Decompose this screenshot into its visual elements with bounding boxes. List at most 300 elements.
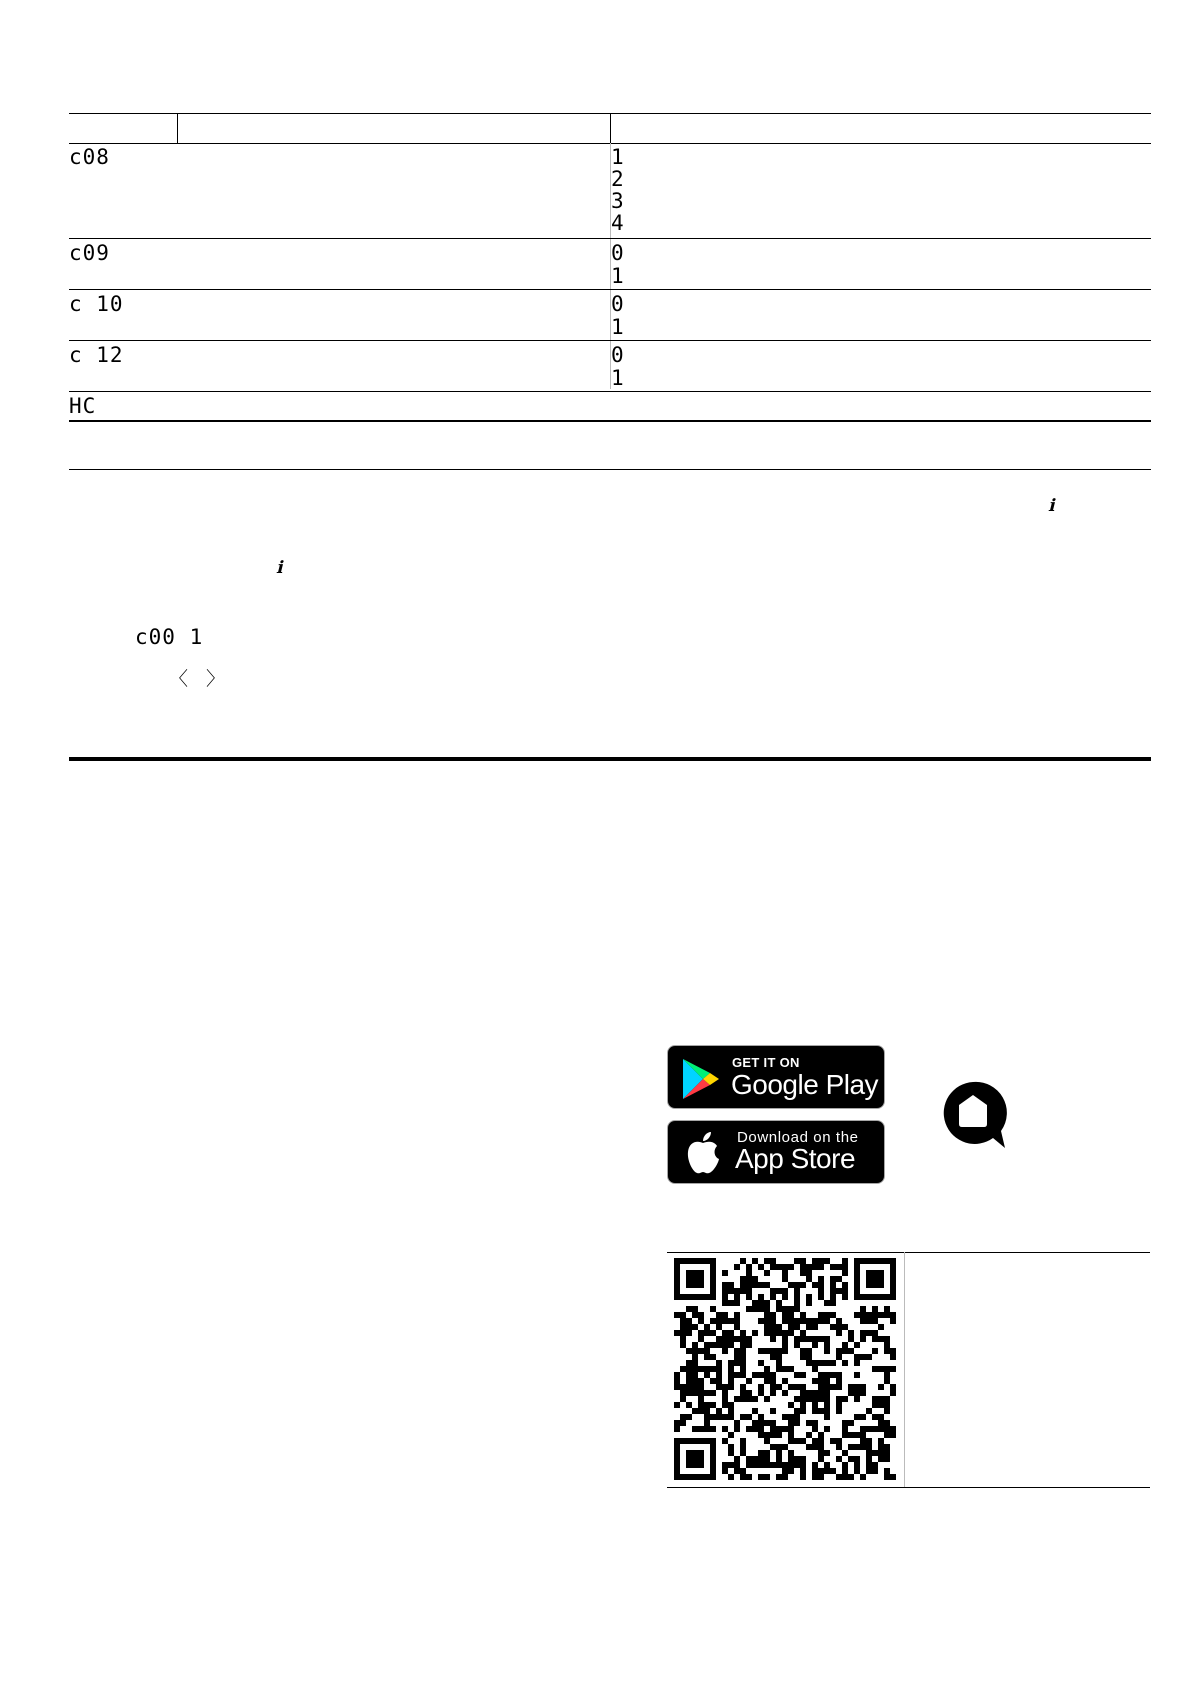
qr-module (824, 1378, 830, 1384)
qr-module (722, 1330, 728, 1336)
qr-module (692, 1438, 698, 1444)
qr-module (782, 1390, 788, 1396)
qr-module (758, 1360, 764, 1366)
qr-module (746, 1456, 752, 1462)
qr-module (794, 1462, 800, 1468)
qr-module (848, 1330, 854, 1336)
qr-module (788, 1414, 794, 1420)
qr-module (722, 1426, 728, 1432)
qr-module (890, 1258, 896, 1264)
qr-module (842, 1294, 848, 1300)
qr-module (692, 1408, 698, 1414)
qr-module (824, 1384, 830, 1390)
qr-module (770, 1462, 776, 1468)
qr-module (758, 1450, 764, 1456)
qr-module (770, 1336, 776, 1342)
qr-module (800, 1348, 806, 1354)
qr-module (878, 1450, 884, 1456)
qr-module (716, 1318, 722, 1324)
qr-module (782, 1378, 788, 1384)
qr-module (728, 1342, 734, 1348)
qr-module (818, 1468, 824, 1474)
qr-module (812, 1318, 818, 1324)
qr-module (806, 1432, 812, 1438)
qr-module (800, 1330, 806, 1336)
qr-module (764, 1372, 770, 1378)
qr-module (686, 1270, 692, 1276)
qr-module (866, 1294, 872, 1300)
qr-module (860, 1330, 866, 1336)
qr-module (674, 1264, 680, 1270)
qr-module (890, 1270, 896, 1276)
qr-module (818, 1276, 824, 1282)
info-icon: ℹ (1048, 496, 1055, 516)
qr-module (788, 1426, 794, 1432)
qr-module (884, 1402, 890, 1408)
qr-module (710, 1318, 716, 1324)
qr-module (836, 1378, 842, 1384)
qr-module (824, 1414, 830, 1420)
qr-module (674, 1270, 680, 1276)
qr-module (860, 1336, 866, 1342)
qr-module (722, 1312, 728, 1318)
qr-module (770, 1378, 776, 1384)
qr-module (842, 1420, 848, 1426)
qr-module (800, 1282, 806, 1288)
qr-module (716, 1342, 722, 1348)
qr-module (836, 1372, 842, 1378)
qr-module (878, 1420, 884, 1426)
qr-module (794, 1438, 800, 1444)
qr-module (872, 1336, 878, 1342)
qr-module (776, 1330, 782, 1336)
qr-module (812, 1474, 818, 1480)
qr-module (728, 1330, 734, 1336)
setting-value: 4 (611, 211, 625, 235)
qr-module (776, 1300, 782, 1306)
qr-module (800, 1312, 806, 1318)
qr-module (758, 1390, 764, 1396)
qr-module (764, 1324, 770, 1330)
qr-module (842, 1324, 848, 1330)
qr-module (686, 1360, 692, 1366)
qr-module (734, 1462, 740, 1468)
qr-module (776, 1426, 782, 1432)
qr-module (860, 1312, 866, 1318)
setting-value: 0 (611, 241, 625, 265)
qr-module (722, 1414, 728, 1420)
qr-module (860, 1438, 866, 1444)
qr-module (674, 1372, 680, 1378)
qr-module (746, 1306, 752, 1312)
qr-module (740, 1342, 746, 1348)
qr-module (812, 1468, 818, 1474)
qr-module (878, 1324, 884, 1330)
qr-module (758, 1474, 764, 1480)
qr-module (878, 1456, 884, 1462)
qr-module (884, 1294, 890, 1300)
qr-module (740, 1468, 746, 1474)
qr-module (806, 1348, 812, 1354)
qr-module (866, 1282, 872, 1288)
qr-module (770, 1294, 776, 1300)
qr-module (734, 1312, 740, 1318)
qr-module (776, 1450, 782, 1456)
qr-module (686, 1390, 692, 1396)
qr-module (692, 1270, 698, 1276)
qr-module (740, 1336, 746, 1342)
qr-module (710, 1276, 716, 1282)
qr-module (674, 1444, 680, 1450)
qr-module (872, 1396, 878, 1402)
qr-module (692, 1348, 698, 1354)
qr-module (812, 1360, 818, 1366)
qr-module (782, 1348, 788, 1354)
qr-module (818, 1384, 824, 1390)
qr-module (704, 1414, 710, 1420)
qr-module (722, 1438, 728, 1444)
setting-code: HC (69, 394, 97, 418)
qr-module (866, 1354, 872, 1360)
qr-module (890, 1264, 896, 1270)
qr-module (692, 1276, 698, 1282)
google-play-badge[interactable] (667, 1045, 885, 1109)
qr-module (758, 1456, 764, 1462)
qr-module (842, 1348, 848, 1354)
qr-module (752, 1426, 758, 1432)
app-store-badge[interactable] (667, 1120, 885, 1184)
qr-module (686, 1306, 692, 1312)
qr-module (770, 1264, 776, 1270)
qr-module (734, 1294, 740, 1300)
qr-module (800, 1396, 806, 1402)
qr-module (836, 1384, 842, 1390)
qr-module (836, 1264, 842, 1270)
qr-module (890, 1354, 896, 1360)
qr-module (704, 1420, 710, 1426)
qr-code[interactable] (674, 1258, 896, 1480)
qr-module (692, 1294, 698, 1300)
qr-module (734, 1300, 740, 1306)
qr-module (890, 1312, 896, 1318)
qr-module (800, 1390, 806, 1396)
qr-module (854, 1312, 860, 1318)
qr-module (758, 1318, 764, 1324)
qr-module (788, 1330, 794, 1336)
qr-module (794, 1258, 800, 1264)
qr-module (806, 1276, 812, 1282)
qr-module (884, 1342, 890, 1348)
qr-module (794, 1324, 800, 1330)
qr-module (848, 1336, 854, 1342)
qr-module (692, 1390, 698, 1396)
qr-module (812, 1378, 818, 1384)
setting-value: 1 (611, 145, 625, 169)
qr-module (824, 1402, 830, 1408)
qr-module (890, 1348, 896, 1354)
qr-module (752, 1258, 758, 1264)
qr-module (674, 1438, 680, 1444)
qr-module (680, 1342, 686, 1348)
qr-module (860, 1444, 866, 1450)
qr-module (710, 1414, 716, 1420)
qr-module (722, 1270, 728, 1276)
qr-module (680, 1366, 686, 1372)
qr-module (746, 1396, 752, 1402)
qr-module (854, 1462, 860, 1468)
qr-module (686, 1384, 692, 1390)
qr-module (746, 1462, 752, 1468)
qr-module (806, 1270, 812, 1276)
qr-module (704, 1402, 710, 1408)
qr-module (806, 1324, 812, 1330)
qr-module (788, 1420, 794, 1426)
qr-module (818, 1390, 824, 1396)
qr-module (890, 1288, 896, 1294)
qr-module (866, 1468, 872, 1474)
setting-value: 1 (611, 264, 625, 288)
qr-module (752, 1408, 758, 1414)
qr-module (722, 1318, 728, 1324)
qr-module (764, 1258, 770, 1264)
qr-module (848, 1420, 854, 1426)
qr-module (728, 1288, 734, 1294)
qr-module (812, 1336, 818, 1342)
qr-module (812, 1438, 818, 1444)
qr-module (740, 1444, 746, 1450)
qr-module (782, 1312, 788, 1318)
qr-module (680, 1330, 686, 1336)
qr-module (680, 1318, 686, 1324)
qr-module (782, 1366, 788, 1372)
qr-module (884, 1444, 890, 1450)
qr-module (824, 1408, 830, 1414)
qr-module (806, 1294, 812, 1300)
qr-module (746, 1474, 752, 1480)
qr-module (890, 1318, 896, 1324)
qr-module (740, 1366, 746, 1372)
qr-module (698, 1282, 704, 1288)
qr-module (740, 1360, 746, 1366)
section-divider-bold (69, 757, 1151, 761)
qr-module (788, 1438, 794, 1444)
qr-module (818, 1450, 824, 1456)
qr-module (800, 1264, 806, 1270)
qr-module (890, 1390, 896, 1396)
qr-module (740, 1450, 746, 1456)
qr-module (890, 1276, 896, 1282)
qr-module (674, 1474, 680, 1480)
app-store-small-text: Download on the (737, 1129, 859, 1146)
qr-module (830, 1300, 836, 1306)
qr-module (704, 1348, 710, 1354)
qr-module (710, 1306, 716, 1312)
qr-module (848, 1384, 854, 1390)
qr-module (884, 1426, 890, 1432)
qr-module (692, 1282, 698, 1288)
qr-module (872, 1318, 878, 1324)
qr-module (728, 1282, 734, 1288)
qr-module (674, 1378, 680, 1384)
qr-module (698, 1294, 704, 1300)
qr-module (866, 1462, 872, 1468)
qr-module (800, 1474, 806, 1480)
qr-module (866, 1270, 872, 1276)
qr-bottom-rule (667, 1487, 1150, 1488)
qr-module (872, 1348, 878, 1354)
qr-module (740, 1396, 746, 1402)
qr-module (698, 1318, 704, 1324)
qr-module (764, 1456, 770, 1462)
qr-module (836, 1288, 842, 1294)
section-rule (69, 469, 1151, 470)
qr-module (698, 1312, 704, 1318)
qr-module (824, 1426, 830, 1432)
qr-module (722, 1402, 728, 1408)
qr-module (728, 1372, 734, 1378)
qr-module (686, 1438, 692, 1444)
qr-module (842, 1396, 848, 1402)
qr-module (680, 1390, 686, 1396)
qr-module (680, 1312, 686, 1318)
qr-module (704, 1438, 710, 1444)
qr-module (698, 1390, 704, 1396)
qr-module (764, 1438, 770, 1444)
qr-module (872, 1294, 878, 1300)
qr-module (698, 1474, 704, 1480)
qr-module (794, 1282, 800, 1288)
qr-module (728, 1444, 734, 1450)
qr-module (818, 1474, 824, 1480)
qr-module (830, 1372, 836, 1378)
qr-module (686, 1462, 692, 1468)
qr-module (836, 1438, 842, 1444)
qr-module (710, 1288, 716, 1294)
qr-module (794, 1396, 800, 1402)
qr-module (692, 1450, 698, 1456)
qr-module (752, 1330, 758, 1336)
qr-module (854, 1372, 860, 1378)
qr-module (866, 1456, 872, 1462)
qr-module (824, 1318, 830, 1324)
qr-module (752, 1456, 758, 1462)
table-header-divider (610, 113, 611, 143)
qr-module (764, 1348, 770, 1354)
qr-module (830, 1276, 836, 1282)
qr-module (884, 1336, 890, 1342)
qr-module (746, 1390, 752, 1396)
qr-module (788, 1324, 794, 1330)
qr-module (836, 1408, 842, 1414)
qr-module (806, 1318, 812, 1324)
qr-module (788, 1462, 794, 1468)
qr-module (740, 1390, 746, 1396)
qr-module (728, 1336, 734, 1342)
qr-module (884, 1372, 890, 1378)
qr-module (782, 1306, 788, 1312)
google-play-big-text: Google Play (731, 1069, 879, 1100)
qr-module (842, 1474, 848, 1480)
qr-module (698, 1378, 704, 1384)
qr-module (770, 1288, 776, 1294)
qr-module (890, 1366, 896, 1372)
qr-module (692, 1372, 698, 1378)
qr-module (848, 1432, 854, 1438)
qr-module (866, 1426, 872, 1432)
qr-module (806, 1396, 812, 1402)
qr-module (674, 1330, 680, 1336)
qr-module (728, 1384, 734, 1390)
qr-module (818, 1408, 824, 1414)
qr-module (836, 1402, 842, 1408)
qr-module (878, 1258, 884, 1264)
qr-module (848, 1348, 854, 1354)
qr-module (818, 1432, 824, 1438)
qr-module (842, 1426, 848, 1432)
qr-module (698, 1462, 704, 1468)
qr-module (740, 1258, 746, 1264)
qr-module (812, 1396, 818, 1402)
qr-module (788, 1264, 794, 1270)
qr-module (752, 1420, 758, 1426)
qr-module (686, 1474, 692, 1480)
qr-module (842, 1282, 848, 1288)
qr-module (728, 1378, 734, 1384)
qr-module (716, 1360, 722, 1366)
qr-module (890, 1294, 896, 1300)
qr-module (776, 1264, 782, 1270)
qr-module (890, 1474, 896, 1480)
qr-module (782, 1288, 788, 1294)
qr-module (680, 1384, 686, 1390)
qr-module (872, 1450, 878, 1456)
qr-module (860, 1306, 866, 1312)
qr-module (818, 1456, 824, 1462)
qr-module (884, 1366, 890, 1372)
qr-module (830, 1360, 836, 1366)
qr-module (788, 1384, 794, 1390)
qr-module (872, 1468, 878, 1474)
qr-module (728, 1450, 734, 1456)
qr-module (770, 1420, 776, 1426)
qr-module (776, 1462, 782, 1468)
qr-module (710, 1330, 716, 1336)
qr-module (686, 1330, 692, 1336)
setting-code: c 12 (69, 343, 124, 367)
qr-module (698, 1456, 704, 1462)
qr-module (740, 1348, 746, 1354)
qr-module (698, 1450, 704, 1456)
qr-module (818, 1294, 824, 1300)
qr-module (890, 1282, 896, 1288)
qr-module (800, 1456, 806, 1462)
qr-module (698, 1408, 704, 1414)
qr-module (674, 1312, 680, 1318)
qr-module (686, 1324, 692, 1330)
qr-module (776, 1324, 782, 1330)
qr-module (680, 1258, 686, 1264)
qr-module (788, 1468, 794, 1474)
qr-module (872, 1276, 878, 1282)
qr-module (734, 1396, 740, 1402)
qr-module (692, 1426, 698, 1432)
qr-module (734, 1468, 740, 1474)
qr-module (812, 1420, 818, 1426)
qr-module (812, 1408, 818, 1414)
qr-module (698, 1330, 704, 1336)
qr-module (758, 1348, 764, 1354)
table-row-rule (69, 289, 1151, 290)
